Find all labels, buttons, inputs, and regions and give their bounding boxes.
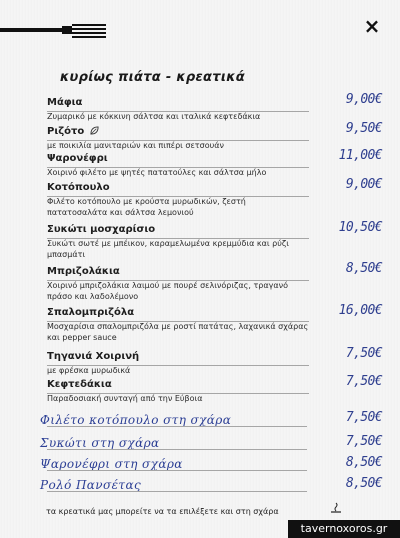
item-price: 7,50€ bbox=[345, 346, 382, 361]
leader-line bbox=[47, 393, 309, 394]
item-price: 10,50€ bbox=[338, 220, 382, 235]
item-description: Συκώτι σωτέ με μπέικον, καραμελωμένα κρεμμύδια και ρύζι μπασμάτι bbox=[47, 239, 289, 259]
item-price: 9,00€ bbox=[345, 92, 382, 107]
leader-line bbox=[47, 280, 309, 281]
item-description: Χοιρινό φιλέτο με ψητές πατατούλες και σάλτσα μήλο bbox=[47, 168, 267, 177]
item-description: με φρέσκα μυρωδικά bbox=[47, 366, 131, 375]
item-name: Τηγανιά Χοιρινή bbox=[47, 351, 140, 362]
leader-line bbox=[47, 449, 307, 450]
leader-line bbox=[47, 365, 309, 366]
item-description: Ζυμαρικό με κόκκινη σάλτσα και ιταλικά κεφτεδάκια bbox=[47, 112, 261, 121]
footer-note: τα κρεατικά μας μπορείτε να τα επιλέξετε και στη σχάρα bbox=[46, 507, 279, 516]
handwritten-price: 7,50€ bbox=[345, 434, 382, 449]
item-name: Κεφτεδάκια bbox=[47, 379, 112, 390]
item-price: 7,50€ bbox=[345, 374, 382, 389]
leader-line bbox=[47, 140, 309, 141]
handwritten-item: Ψαρονέφρι στη σχάρα bbox=[40, 457, 183, 471]
watermark: tavernoxoros.gr bbox=[288, 520, 400, 538]
menu-item bbox=[47, 126, 387, 151]
item-name: Ψαρονέφρι bbox=[47, 153, 108, 164]
item-description: Μοσχαρίσια σπαλομπριζόλα με ροστί πατάτας, λαχανικά σχάρας και pepper sauce bbox=[47, 322, 309, 342]
menu-item bbox=[47, 224, 387, 260]
close-icon[interactable]: × bbox=[363, 14, 381, 38]
item-price: 16,00€ bbox=[338, 303, 382, 318]
menu-item bbox=[47, 351, 387, 376]
item-description: Φιλέτο κοτόπουλο με κρούστα μυρωδικών, ζεστή πατατοσαλάτα και σάλτσα λεμονιού bbox=[47, 197, 246, 217]
leader-line bbox=[47, 238, 309, 239]
menu-item bbox=[47, 379, 387, 404]
handwritten-price: 8,50€ bbox=[345, 455, 382, 470]
item-description: με ποικιλία μανιταριών και πιπέρι σετσουάν bbox=[47, 141, 224, 150]
menu-item bbox=[47, 97, 387, 122]
menu-item bbox=[47, 182, 387, 218]
handwritten-price: 8,50€ bbox=[345, 476, 382, 491]
item-price: 8,50€ bbox=[345, 261, 382, 276]
menu-item bbox=[47, 307, 387, 343]
leader-line bbox=[47, 321, 309, 322]
leader-line bbox=[47, 470, 307, 471]
fork-icon bbox=[0, 18, 110, 42]
leader-line bbox=[47, 167, 309, 168]
handwritten-price: 7,50€ bbox=[345, 410, 382, 425]
item-price: 9,50€ bbox=[345, 121, 382, 136]
grill-icon bbox=[330, 502, 342, 514]
handwritten-item: Φιλέτο κοτόπουλο στη σχάρα bbox=[40, 413, 232, 427]
menu-item bbox=[47, 153, 387, 178]
item-description: Παραδοσιακή συνταγή από την Εύβοια bbox=[47, 394, 203, 403]
section-title: κυρίως πιάτα - κρεατικά bbox=[60, 70, 246, 85]
menu-item bbox=[47, 266, 387, 302]
item-name: Μπριζολάκια bbox=[47, 266, 120, 277]
item-name: Κοτόπουλο bbox=[47, 182, 110, 193]
handwritten-item: Συκώτι στη σχάρα bbox=[40, 436, 160, 450]
handwritten-item: Ρολό Πανσέτας bbox=[40, 478, 142, 492]
item-name: Μάφια bbox=[47, 97, 83, 108]
item-name: Ριζότο bbox=[47, 126, 85, 137]
item-name: Σπαλομπριζόλα bbox=[47, 307, 135, 318]
leader-line bbox=[47, 491, 307, 492]
leader-line bbox=[47, 111, 309, 112]
leader-line bbox=[47, 196, 309, 197]
item-name: Συκώτι μοσχαρίσιο bbox=[47, 224, 156, 235]
item-price: 11,00€ bbox=[338, 148, 382, 163]
item-price: 9,00€ bbox=[345, 177, 382, 192]
item-description: Χοιρινό μπριζολάκια λαιμού με πουρέ σελινόριζας, τραγανό πράσο και λαδολέμονο bbox=[47, 281, 288, 301]
leader-line bbox=[47, 426, 307, 427]
vegetarian-leaf-icon bbox=[90, 126, 99, 135]
